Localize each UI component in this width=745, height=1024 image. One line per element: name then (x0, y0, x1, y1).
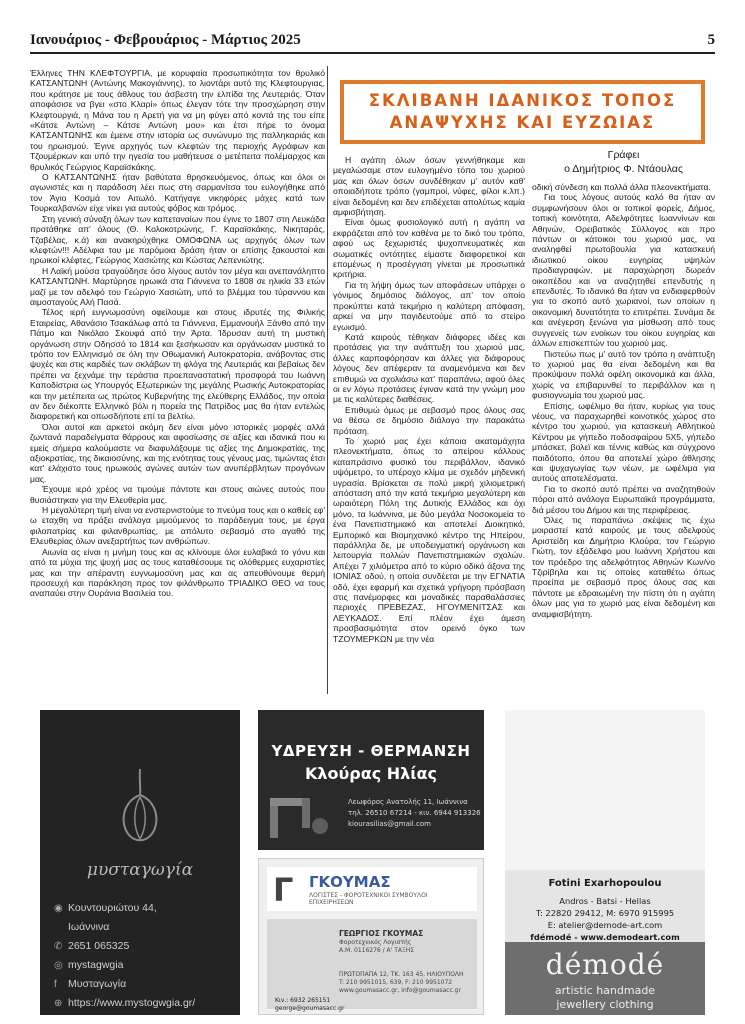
instagram-icon: ◎ (54, 960, 63, 971)
paragraph: Επιθυμώ όμως με σεβασμό προς όλους σας να θέσω σε δημόσιο διάλογο την παρακάτω πρόταση. (333, 404, 525, 436)
card-web: www.goumasacc.gr, info@goumasacc.gr (339, 987, 461, 994)
paragraph: Η μεγαλύτερη τιμή είναι να ενστερνιστούμε το πνεύμα τους και ο καθείς εφ' ω εταχθη να πράξει ανάλογα μιμούμενος το παράδειγμα τους, με έργα φιλοπατρίας και φιλανθρωπίας, με απόλυτο σεβασμό στο αγαθό της Ελευθερίας όλων ανεξαρτήτως των ανθρώπων. (30, 505, 325, 547)
paragraph: Πιστεύω πως μ' αυτό τον τρόπο η ανάπτυξη το χωριού μας θα είναι δεδομένη και θα προκύψουν πολλά οφέλη οικονομικά και άλλα, χωρίς να επιβαρυνθεί το περιβάλλον και η φυσιογνωμία του χωριού μας. (532, 348, 715, 401)
facebook-line: f Μυσταγωγία (54, 978, 127, 990)
demode-web: fdémodé - www.demodeart.com (530, 932, 680, 942)
card-name: ΓΕΩΡΓΙΟΣ ΓΚΟΥΜΑΣ (339, 929, 424, 938)
ad-klouras-email: kiourasilias@gmail.com (348, 820, 431, 828)
issue-date: Ιανουάριος - Φεβρουάριος - Μάρτιος 2025 (30, 32, 301, 48)
goumas-brand (267, 867, 477, 911)
ad-demode (505, 710, 705, 1015)
ad-klouras (258, 710, 484, 850)
page-header (30, 30, 715, 54)
goumas-logo-letter: Γ (273, 871, 294, 909)
card-mobile: Κιν.: 6932 265151 (275, 997, 331, 1004)
paragraph: Στη γενική σύναξη όλων των καπεταναίων που έγινε το 1807 στη Λευκάδα προτάθηκε απ' όλους (Θ. Κολοκοτρώνης, Γ. Καραϊσκάκης, Νικηταράς, Τζαβέλας, κ.ά) και ανακηρύχθηκε ΟΜΟΦΩΝΑ ως αρχηγός όλων των κλεφτών!!! Αδέλφια του με παρόμοια δράση ήταν οι επίσης ξακουστοί και ηρωικοί κλέφτες, Γεώργιος Χασιώτης και Κώστας Λεπενιώτης. (30, 213, 325, 266)
paragraph: Η Λαϊκή μούσα τραγούδησε όσο λίγους αυτόν τον μέγα και ανεπανάληπτο ΚΑΤΣΑΝΤΩΝΗ. Μαρτύρησε ηρωικά στα Γιάννενα το 1808 σε ηλικία 33 ετών μαζί με τον αδελφό του Γεώργιο Χασιώτη, υπό το βλέμμα του τύραννου και αιμοσταγούς Αλή Πασά. (30, 265, 325, 307)
card-email: george@goumasacc.gr (275, 1005, 345, 1012)
demode-email: E: atelier@demode-art.com (547, 920, 663, 930)
goumas-name: ΓΚΟΥΜΑΣ (309, 873, 391, 891)
ad-klouras-service: ΥΔΡΕΥΣΗ - ΘΕΡΜΑΝΣΗ (271, 742, 471, 760)
ad-mystagogia (40, 710, 240, 1015)
ad-klouras-address: Λεωφόρος Ανατολής 11, Ιωάννινα (348, 798, 468, 806)
paragraph: Ο ΚΑΤΣΑΝΤΩΝΗΣ ήταν βαθύτατα θρησκευόμενος, όπως και όλοι οι αγωνιστές και η παράδοση λέει πως στη σαρμανίτσα του ευλογήθηκε από τον Άγιο Κοσμά τον Αιτωλό. Κατήγαγε νικηφόρες μάχες κατά των Τουρκαλβανών είχε νίκει για αυτούς φόβος και τρόμος. (30, 172, 325, 214)
article-title-line-1: ΣΚΛΙΒΑΝΗ ΙΔΑΝΙΚΟΣ ΤΟΠΟΣ (368, 91, 677, 110)
demode-phones: T: 22820 29412, M: 6970 915995 (535, 908, 675, 918)
card-reg: Α.Μ. 0116276 / Α' ΤΑΞΗΣ (339, 947, 415, 954)
paragraph: Έλληνες ΤΗΝ ΚΛΕΦΤΟΥΡΓΙΑ, με κορυφαία προσωπικότητα τον θρυλικό ΚΑΤΣΑΝΤΩΝΗ (Αντώνης Μακογιάννης), το λιοντάρι αυτό της Κλεφτουργιας, που κράτησε με τους άθλους του άσβεστη την ελπίδα της Λευτεριάς. Όταν αποφάσισε να βγει «στο Κλαρί» όπως έλεγαν τότε την προσχώρηση στην Κλεφτουργιά, η Μάνα του η Αρετή για να μη φύγει από κοντά της του είπε «Κάτσε Αντώνη – Κάτσε Αντώνη μου» και έτσι πήρε το όνομα ΚΑΤΣΑΝΤΩΝΗΣ και έμεινε στην ιστορία ως συνώνυμο της παλληκαριάς και του ηρωισμού. Έγινε αρχηγός των κλεφτών της περιοχής Αγράφων και Τζουμέρκων και υπό την ηγεσία του μαθήτευσε ο μετέπειτα πολέμαρχος και θρυλικός Γεώργιος Καραϊσκάκης. (30, 68, 325, 172)
byline-label: Γράφει (607, 149, 640, 161)
paragraph: Τέλος ιερή ευγνωμοσύνη οφείλουμε και στους ιδρυτές της Φιλικής Εταιρείας, Αθανάσιο Τσακάλωφ από τα Γιάννενα, Εμμανουήλ Ξάνθο από την Πάτμο και Νικόλαο Σκουφά από την Άρτα. Ίδρυσαν αυτή τη μυστική οργάνωση στην Οδησσό το 1814 και ξεσήκωσαν και οργάνωσαν μυστικά το τρόπο τον Ελληνισμό σε όλη την Οθωμανική Αυτοκρατορία, ανάβοντας στις ψυχές και στις καρδιές των σκλάβων τη φλόγα της Λευτεριάς και βεβαίως δεν πρέπει να ξεχνάμε την τεράστια προεπαναστατική προσφορά του Ιωάννη Καποδίστρια ως Υπουργός Εξωτερικών της μεγάλης Ρωσικής Αυτοκρατορίας και την μετέπειτα ως πρώτος Κυβερνήτης της ελεύθερης Ελλάδος, την οποία αν δεν διέκοπτε Ελληνικό βόλι η πορεία της Πατρίδος μας θα ήταν εντελώς διαφορετική και οπωσδήποτε επί τα βελτίω. (30, 307, 325, 422)
column-1 (30, 68, 325, 692)
phone-icon: ✆ (54, 941, 63, 952)
column-3 (532, 182, 715, 692)
demode-logo: démodé (545, 948, 665, 981)
paragraph: Όλοι αυτοί και αρκετοί ακόμη δεν είναι μόνο ιστορικές μορφές αλλά ζωντανά παραδείγματα θάρρους και αφοσίωσης σε αξίες και ιδανικά που κι εμείς σήμερα καλούμαστε να διαφυλάξουμε τις αξίες της Δημοκρατίας, της αξιοκρατίας, της δικαιοσύνης, και της ενότητας τους γένους μας, τιμώντας έτσι κατ' ελάχιστο τους ηρωικούς αγώνες αυτών των ανυπέρβλητων προγόνων μας. (30, 421, 325, 484)
address-line: ◉ Κουντουριώτου 44, (54, 902, 157, 914)
demode-owner: Fotini Exarhopoulou (548, 878, 662, 889)
byline-author: ο Δημήτριος Φ. Ντάουλας (564, 163, 683, 175)
paragraph: Για τη λήψη όμως των αποφάσεων υπάρχει ο γόνιμος δημόσιος διάλογος, απ' τον οποίο προκύπτει κατά τεκμήριο η καλύτερη απόφαση, αρκεί να μην παγιδευτούμε από το στείρο εγωισμό. (333, 279, 525, 332)
paragraph: Για το σκοπό αυτό πρέπει να αναζητηθούν πόροι από ανάλογα Ευρωπαϊκά προγράμματα, διά μέσου του Δήμου και της περιφέρειας. (532, 483, 715, 515)
paragraph: Για τους λόγους αυτούς καλό θα ήταν αν συμφωνήσουν όλοι οι τοπικοί φορείς, Δήμος, τοπική κοινότητα, Αδελφότητες Ιωαννίνων και Αθηνών, Ορειβατικός Σύλλογος και προ πάντων οι κάτοικοι του χωριού μας, να αναληφθεί πρωτοβουλία για κατασκευή ιδιωτικού οίκου ευγηρίας υψηλών προδιαγραφών, με παραχώρηση δωρεάν οικοπέδου και να αναζητηθεί επενδυτής η επενδυτές. Το ιδανικό θα ήταν να ενδιαφερθούν για το σκοπό αυτό χωριανοί, των οποίων η οικονομική δυνατότητα το επιτρέπει. Συνάμα δε και ανέγερση ξενώνα για μίσθωση από τους συγγενείς των ενοίκων του οίκου ευγηρίας και άλλων επισκεπτών του χωριού μας. (532, 192, 715, 349)
paragraph: Επίσης, ωφέλιμο θα ήταν, κυρίως για τους νέους, να παραχωρηθεί κοινοτικός χώρος στο κέντρο του χωριού, για κατασκευή Αθλητικού Κέντρου με γήπεδο ποδοσφαίρου 5Χ5, γήπεδο μπάσκετ, βολεϊ και τέννις καθώς και σύγχρονο παιδότοπο, όπου θα αποτελεί χώρο άθλησης και ψυχαγωγίας των νέων, με ωφέλιμα για αυτούς αποτελέσματα. (532, 400, 715, 484)
ad-klouras-name: Κλούρας Ηλίας (304, 764, 438, 783)
paragraph: οδική σύνδεση και πολλά άλλα πλεονεκτήματα. (532, 182, 711, 192)
ad-demode-photo (505, 710, 705, 870)
paragraph: Αιωνία ας είναι η μνήμη τους και ας κλίνουμε όλοι ευλαβικά το γόνυ και από τα μύχια της ψυχή μας ας τους καταθέσουμε τις ολόθερμες ευχαριστίες μας και την απέραντη ευγνωμοσύνη μας και ας απευθύνουμε θερμή προσευχή και παράκληση προς τον φιλάνθρωπο ΤΡΙΑΔΙΚΟ ΘΕΟ να τους αναπαύει στην Ουράνια Βασιλεία του. (30, 546, 325, 599)
paragraph: Η αγάπη όλων όσων γεννήθηκαμε και μεγαλώσαμε στον ευλογημένο τόπο του χωριού μας και όλων όσων συνδέθηκαν μ' αυτόν καθ' οποιαδήποτε τρόπο (γαμπροί, νύφες, φίλοι κ.λπ.) είναι δεδομένη και δεν επιδέχεται απολύτως καμία αμφισβήτηση. (333, 155, 525, 218)
pipes-icon (266, 788, 336, 843)
column-2 (333, 155, 525, 692)
goumas-subtitle: ΛΟΓΙΣΤΕΣ - ΦΟΡΟΤΕΧΝΙΚΟΙ ΣΥΜΒΟΥΛΟΙ ΕΠΙΧΕΙΡΗΣΕΩΝ (309, 892, 428, 906)
demode-tagline-2: jewellery clothing (556, 998, 654, 1011)
phone-line: ✆ 2651 065325 (54, 940, 130, 952)
demode-tagline-1: artistic handmade (554, 984, 656, 997)
facebook-icon: f (54, 979, 57, 990)
byline (532, 148, 715, 176)
article-title-line-2: ΑΝΑΨΥΧΗΣ ΚΑΙ ΕΥΖΩΙΑΣ (389, 113, 656, 132)
paragraph: Το χωριό μας έχει κάποια ακαταμάχητα πλεονεκτήματα, όπως το απείρου κάλλους καταπράσινο φυσικό του περιβάλλον, ιδανικό υψόμετρο, το υπέροχο κλίμα με σχεδόν μηδενική υγρασία. Βρίσκεται σε πολύ μικρή χιλιομετρική απόσταση από την κατά τεκμήριο μεγαλύτερη και ωραιότερη Πόλη της Δυτικής Ελλάδος και όχι μόνο, τα Ιωάννινα, με δύο μεγάλα Νοσοκομεία το ένα Πανεπιστημιακό και αποτελεί Διοικητικό, Εμπορικό και Βιομηχανικό κέντρο της Ηπείρου, παράλληλα δε, με υποδειγματική οργάνωση και λειτουργία πολλών Πανεπιστημιακών σχολών. Απέχει 7 χιλιόμετρα από το κύριο οδικό άξονα της ΙΟΝΙΑΣ οδού, η οποία συνδέεται με την ΕΓΝΑΤΙΑ οδό, έχει εφαρμή και σχετικά γρήγορη πρόσβαση στις πανέμορφες και μοναδικές παραθαλάσσιες περιοχές ΠΡΕΒΕΖΑΣ, ΗΓΟΥΜΕΝΙΤΣΑΣ και ΛΕΥΚΑΔΟΣ. Επί πλέον έχει άμεση προσβασιμότητα στον ορεινό όγκο των ΤΖΟΥΜΕΡΚΩΝ με την νέα (333, 435, 525, 644)
address-line: Ιωάννινα (68, 921, 110, 933)
card-role: Φοροτεχνικός Λογιστής (339, 939, 412, 946)
garlic-logo-icon (115, 765, 165, 845)
column-divider (327, 66, 328, 694)
card-address: ΠΡΩΤΟΠΑΠΑ 12, ΤΚ. 163 45, ΗΛΙΟΥΠΟΛΗ (339, 971, 464, 978)
page-number: 5 (707, 32, 715, 48)
paragraph: Είναι όμως φυσιολογικό αυτή η αγάπη να εκφράζεται από τον καθένα με το δικό του τρόπο, αφού ως ξεχωριστές ψυχοπνευματικές και σωματικές οντότητες είμαστε διαφορετικοί και επομένως η προσέγγιση γίνεται με προσωπικά κριτήρια. (333, 217, 525, 280)
demode-location: Andros - Batsi - Hellas (559, 896, 651, 906)
location-icon: ◉ (54, 903, 63, 914)
article-title-box (340, 80, 705, 144)
paragraph: Όλες τις παραπάνω σκέψεις τις έχω μοιραστεί κατά καιρούς με τους αδελφούς Αριστείδη και Δημήτριο Κλούρα, τον Γεώργιο Γιώτη, τον εξάδελφο μου Ιωάννη Χρήστου και τον πρόεδρο της αδελφότητος Αθηνών Κων/νο Τζιρίβηλα και τις οποίες καταθέτω όπως προείπα με σεβασμό προς όλους σας και πάντοτε με εδραιωμένη την πίστη ότι η αγάπη όλων μας για το χωριό μας είναι δεδομένη και αναμφισβήτητη. (532, 515, 715, 619)
mystagogia-logo-text: μυσταγωγία (86, 860, 194, 880)
website-line: ⊕ https://www.mystogwgia.gr/ (54, 997, 196, 1009)
globe-icon: ⊕ (54, 998, 63, 1009)
card-phones: T: 210 9951015, 639, F: 210 9951072 (339, 979, 453, 986)
paragraph: Έχουμε ιερό χρέος να τιμούμε πάντοτε και στους αιώνες αυτούς που θυσιάστηκαν για την Ελευθερία μας. (30, 484, 325, 505)
demode-banner (505, 942, 705, 1015)
ad-goumas (258, 858, 484, 1015)
instagram-line: ◎ mystagwgia (54, 959, 124, 971)
paragraph: Κατά καιρούς τέθηκαν διάφορες ιδέες και προτάσεις για την ανάπτυξη του χωριού μας, άλλες καρποφόρησαν και άλλες για διάφορους λόγους δεν απέφεραν τα αναμενόμενα και δεν επιθυμώ να σχολιάσω κατ' παραπάνω, αφού όλες οι εν λόγω προτάσεις έγιναν κατά την γνώμη μου με τις καλύτερες διαθέσεις. (333, 331, 525, 405)
ad-klouras-phones: τηλ. 26510 67214 - κιν. 6944 913326 (348, 809, 481, 817)
